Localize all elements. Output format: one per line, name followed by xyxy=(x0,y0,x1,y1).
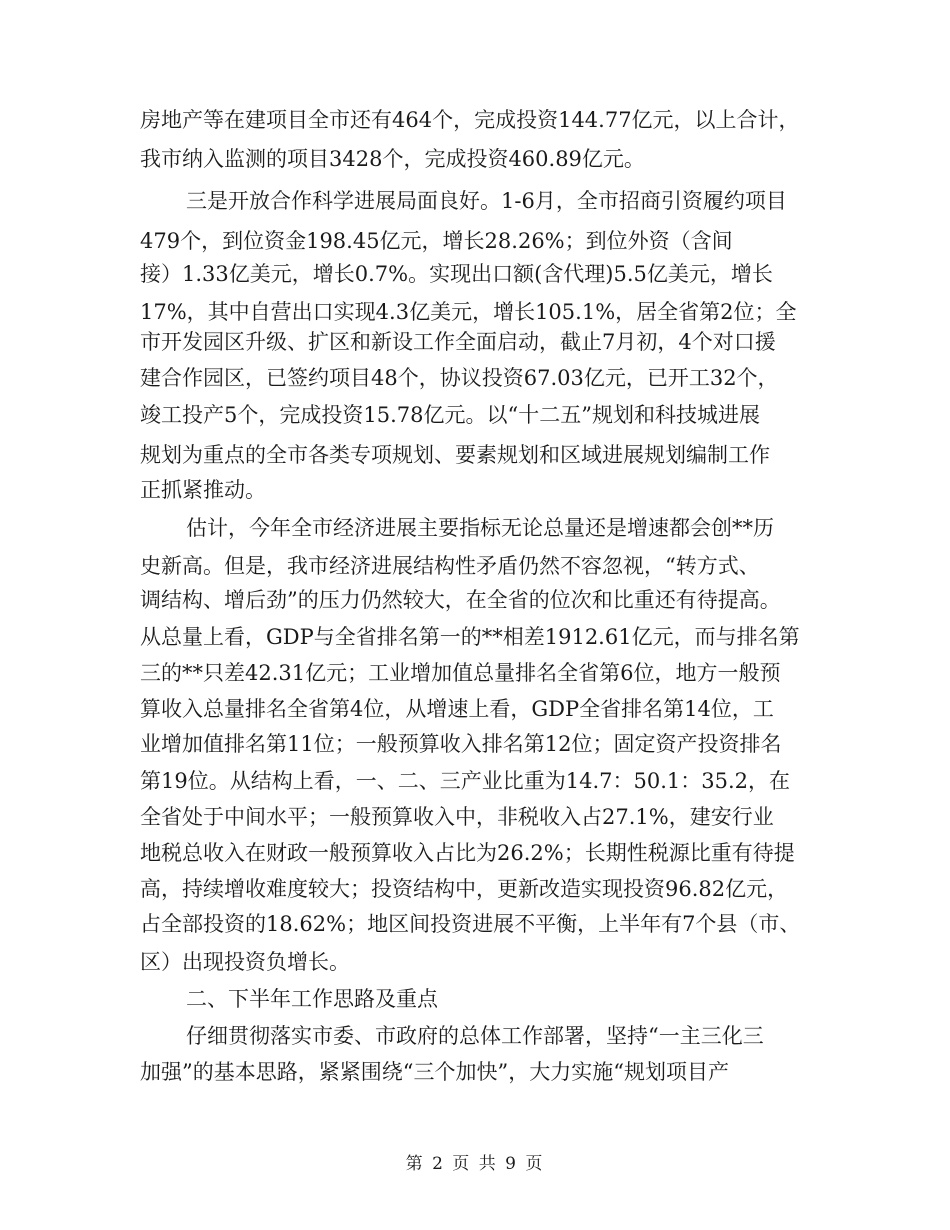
text-line: 占全部投资的18.62%；地区间投资进展不平衡，上半年有7个县（市、 xyxy=(140,912,801,936)
paragraph-start-line: 仔细贯彻落实市委、市政府的总体工作部署，坚持“一主三化三 xyxy=(186,1024,764,1048)
text-line: 竣工投产5个，完成投资15.78亿元。以“十二五”规划和科技城进展 xyxy=(140,403,760,427)
text-line: 17%，其中自营出口实现4.3亿美元，增长105.1%，居全省第2位；全 xyxy=(140,300,797,324)
paragraph-start-line: 估计，今年全市经济进展主要指标无论总量还是增速都会创**历 xyxy=(186,516,774,540)
text-line: 史新高。但是，我市经济进展结构性矛盾仍然不容忽视，“转方式、 xyxy=(140,554,760,578)
text-line: 市开发园区升级、扩区和新设工作全面启动，截止7月初，4个对口援 xyxy=(140,330,776,354)
text-line: 业增加值排名第11位；一般预算收入排名第12位；固定资产投资排名 xyxy=(140,732,782,756)
text-line: 加强”的基本思路，紧紧围绕“三个加快”，大力实施“规划项目产 xyxy=(140,1060,729,1084)
section-heading: 二、下半年工作思路及重点 xyxy=(186,987,438,1011)
text-line: 规划为重点的全市各类专项规划、要素规划和区域进展规划编制工作 xyxy=(140,443,770,467)
page-number-footer: 第 2 页 共 9 页 xyxy=(405,1154,545,1174)
text-line: 第19位。从结构上看，一、二、三产业比重为14.7：50.1：35.2，在 xyxy=(140,769,790,793)
text-line: 从总量上看，GDP与全省排名第一的**相差1912.61亿元，而与排名第 xyxy=(140,625,800,649)
text-line: 正抓紧推动。 xyxy=(140,478,266,502)
text-line: 建合作园区，已签约项目48个，协议投资67.03亿元，已开工32个， xyxy=(140,366,779,390)
text-line: 算收入总量排名全省第4位，从增速上看，GDP全省排名第14位，工 xyxy=(140,697,774,721)
text-line: 接）1.33亿美元，增长0.7%。实现出口额(含代理)5.5亿美元，增长 xyxy=(140,262,773,286)
text-line: 我市纳入监测的项目3428个，完成投资460.89亿元。 xyxy=(140,147,645,171)
text-line: 全省处于中间水平；一般预算收入中，非税收入占27.1%，建安行业 xyxy=(140,805,774,829)
text-line: 地税总收入在财政一般预算收入占比为26.2%；长期性税源比重有待提 xyxy=(140,841,795,865)
text-line: 房地产等在建项目全市还有464个，完成投资144.77亿元，以上合计， xyxy=(140,108,800,132)
text-line: 479个，到位资金198.45亿元，增长28.26%；到位外资（含间 xyxy=(140,229,733,253)
text-line: 高，持续增收难度较大；投资结构中，更新改造实现投资96.82亿元， xyxy=(140,877,789,901)
paragraph-start-line: 三是开放合作科学进展局面良好。1-6月，全市招商引资履约项目 xyxy=(186,189,787,213)
text-line: 区）出现投资负增长。 xyxy=(140,950,350,974)
text-line: 调结构、增后劲”的压力仍然较大，在全省的位次和比重还有待提高。 xyxy=(140,588,781,612)
text-line: 三的**只差42.31亿元；工业增加值总量排名全省第6位，地方一般预 xyxy=(140,661,781,685)
